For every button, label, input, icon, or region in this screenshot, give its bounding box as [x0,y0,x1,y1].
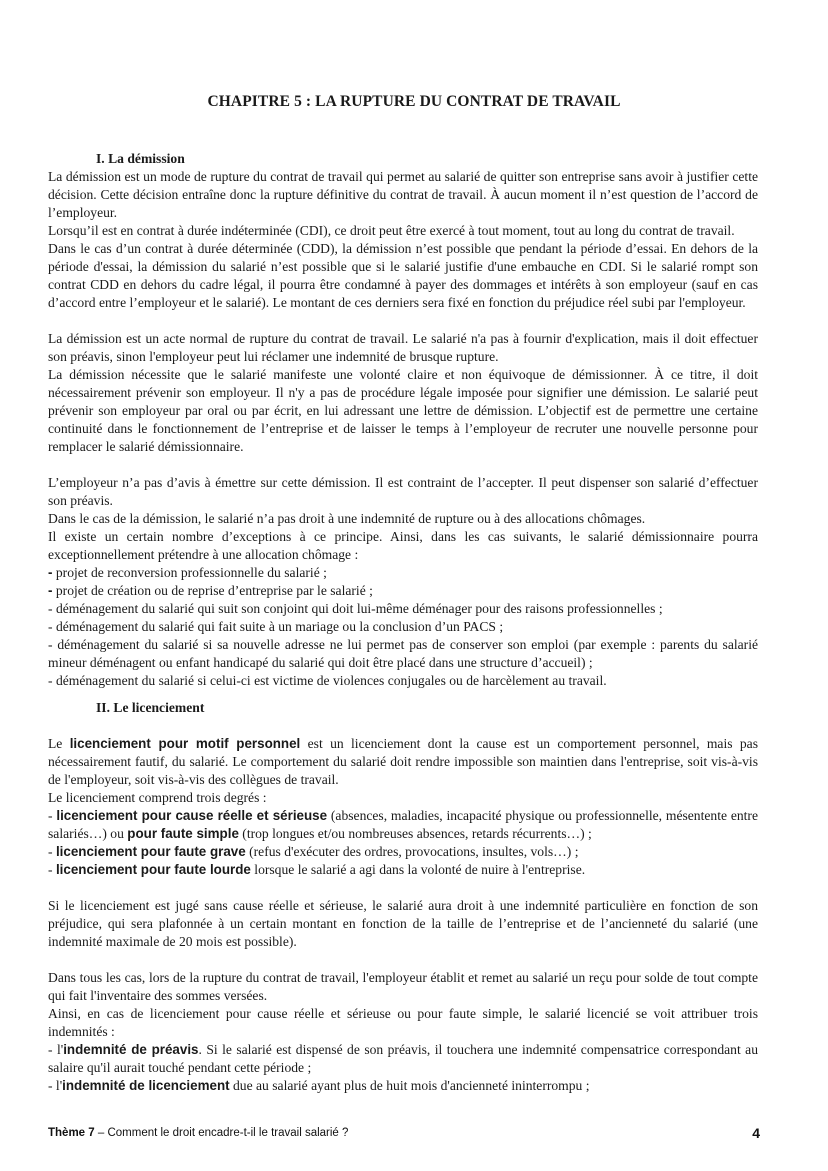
paragraph: La démission nécessite que le salarié manifeste une volonté claire et non équivoque de démissionner. À ce titre, il doit nécessairement prévenir son employeur. Il n'y a pas de procédure légale imposée pour signifier une démission. Le salarié peut prévenir son employeur par oral ou par écrit, en lui adressant une lettre de démission. L’objectif est de permettre une certaine continuité dans le fonctionnement de l’entreprise et de laisser le temps à l’employeur de recruter une nouvelle personne pour remplacer le salarié démissionnaire. [48,367,758,454]
paragraph: Lorsqu’il est en contrat à durée indéterminée (CDI), ce droit peut être exercé à tout moment, tout au long du contrat de travail. [48,223,735,238]
paragraph: Dans le cas d’un contrat à durée déterminée (CDD), la démission n’est possible que pendant la période d’essai. En dehors de la période d'essai, la démission du salarié n’est possible que si le salarié justifie d'une embauche en CDI. Si le salarié rompt son contrat CDD en dehors du cadre légal, il pourra être condamné à payer des dommages et intérêts à son employeur (sauf en cas d’accord entre l’employeur et le salarié). Le montant de ces derniers sera fixé en fonction du préjudice réel subi par l'employeur. [48,241,758,310]
paragraph: La démission est un mode de rupture du contrat de travail qui permet au salarié de quitter son entreprise sans avoir à justifier cette décision. Cette décision entraîne donc la rupture définitive du contrat de travail. À aucun moment il n’est question de l’accord de l’employeur. [48,169,758,220]
list-item: - déménagement du salarié qui fait suite à un mariage ou la conclusion d’un PACS ; [48,619,504,634]
list-item: - licenciement pour cause réelle et sérieuse (absences, maladies, incapacité physique ou professionnelle, mésentente entre salariés…) ou pour faute simple (trop longues et/ou nombreuses absences, retards récurrents…) ; [48,808,758,841]
list-item: - projet de reconversion professionnelle du salarié ; [48,565,327,580]
list-item: - déménagement du salarié qui suit son conjoint qui doit lui-même déménager pour des raisons professionnelles ; [48,601,663,616]
list-item: - l'indemnité de préavis. Si le salarié est dispensé de son préavis, il touchera une indemnité compensatrice correspondant au salaire qu'il aurait touché pendant cette période ; [48,1042,759,1075]
footer-subtitle: – Comment le droit encadre-t-il le travail salarié ? [94,1127,349,1139]
page-number: 4 [752,1125,760,1141]
section-heading-demission: I. La démission [96,151,185,166]
paragraph: Il existe un certain nombre d’exceptions à ce principe. Ainsi, dans les cas suivants, le salarié démissionnaire pourra exceptionnellement prétendre à une allocation chômage : [48,529,758,562]
paragraph: Le licenciement comprend trois degrés : [48,790,267,805]
document-body [48,150,758,1095]
footer-theme: Thème 7 [48,1127,95,1139]
paragraph: Dans le cas de la démission, le salarié n’a pas droit à une indemnité de rupture ou à des allocations chômages. [48,511,646,526]
list-item: - licenciement pour faute grave (refus d'exécuter des ordres, provocations, insultes, vols…) ; [48,844,579,859]
paragraph: La démission est un acte normal de rupture du contrat de travail. Le salarié n'a pas à fournir d'explication, mais il doit effectuer son préavis, sinon l'employeur peut lui réclamer une indemnité de brusque rupture. [48,331,758,364]
list-item: - déménagement du salarié si celui-ci est victime de violences conjugales ou de harcèlement au travail. [48,673,607,688]
list-item: - licenciement pour faute lourde lorsque le salarié a agi dans la volonté de nuire à l'entreprise. [48,862,586,877]
list-item: - déménagement du salarié si sa nouvelle adresse ne lui permet pas de conserver son emploi (par exemple : parents du salarié mineur déménagent ou enfant handicapé du salarié qui doit être placé dans une structure d’accueil) ; [48,637,758,670]
paragraph: Si le licenciement est jugé sans cause réelle et sérieuse, le salarié aura droit à une indemnité particulière en fonction de son préjudice, qui sera plafonnée à un certain montant en fonction de la taille de l’entreprise et de l’ancienneté du salarié (une indemnité maximale de 20 mois est possible). [48,898,758,949]
page-footer [48,1127,760,1139]
paragraph: Ainsi, en cas de licenciement pour cause réelle et sérieuse ou pour faute simple, le salarié licencié se voit attribuer trois indemnités : [48,1006,758,1039]
list-item: - l'indemnité de licenciement due au salarié ayant plus de huit mois d'ancienneté ininterrompu ; [48,1078,590,1093]
list-item: - projet de création ou de reprise d’entreprise par le salarié ; [48,583,373,598]
paragraph: L’employeur n’a pas d’avis à émettre sur cette démission. Il est contraint de l’accepter. Il peut dispenser son salarié d’effectuer son préavis. [48,475,758,508]
section-heading-licenciement: II. Le licenciement [96,700,205,715]
chapter-title: CHAPITRE 5 : LA RUPTURE DU CONTRAT DE TRAVAIL [207,93,621,110]
paragraph: Le licenciement pour motif personnel est un licenciement dont la cause est un comportement personnel, mais pas nécessairement fautif, du salarié. Le comportement du salarié doit rendre impossible son maintien dans l'entreprise, soit vis-à-vis de l'employeur, soit vis-à-vis des collègues de travail. [48,736,758,787]
paragraph: Dans tous les cas, lors de la rupture du contrat de travail, l'employeur établit et remet au salarié un reçu pour solde de tout compte qui fait l'inventaire des sommes versées. [48,970,758,1003]
